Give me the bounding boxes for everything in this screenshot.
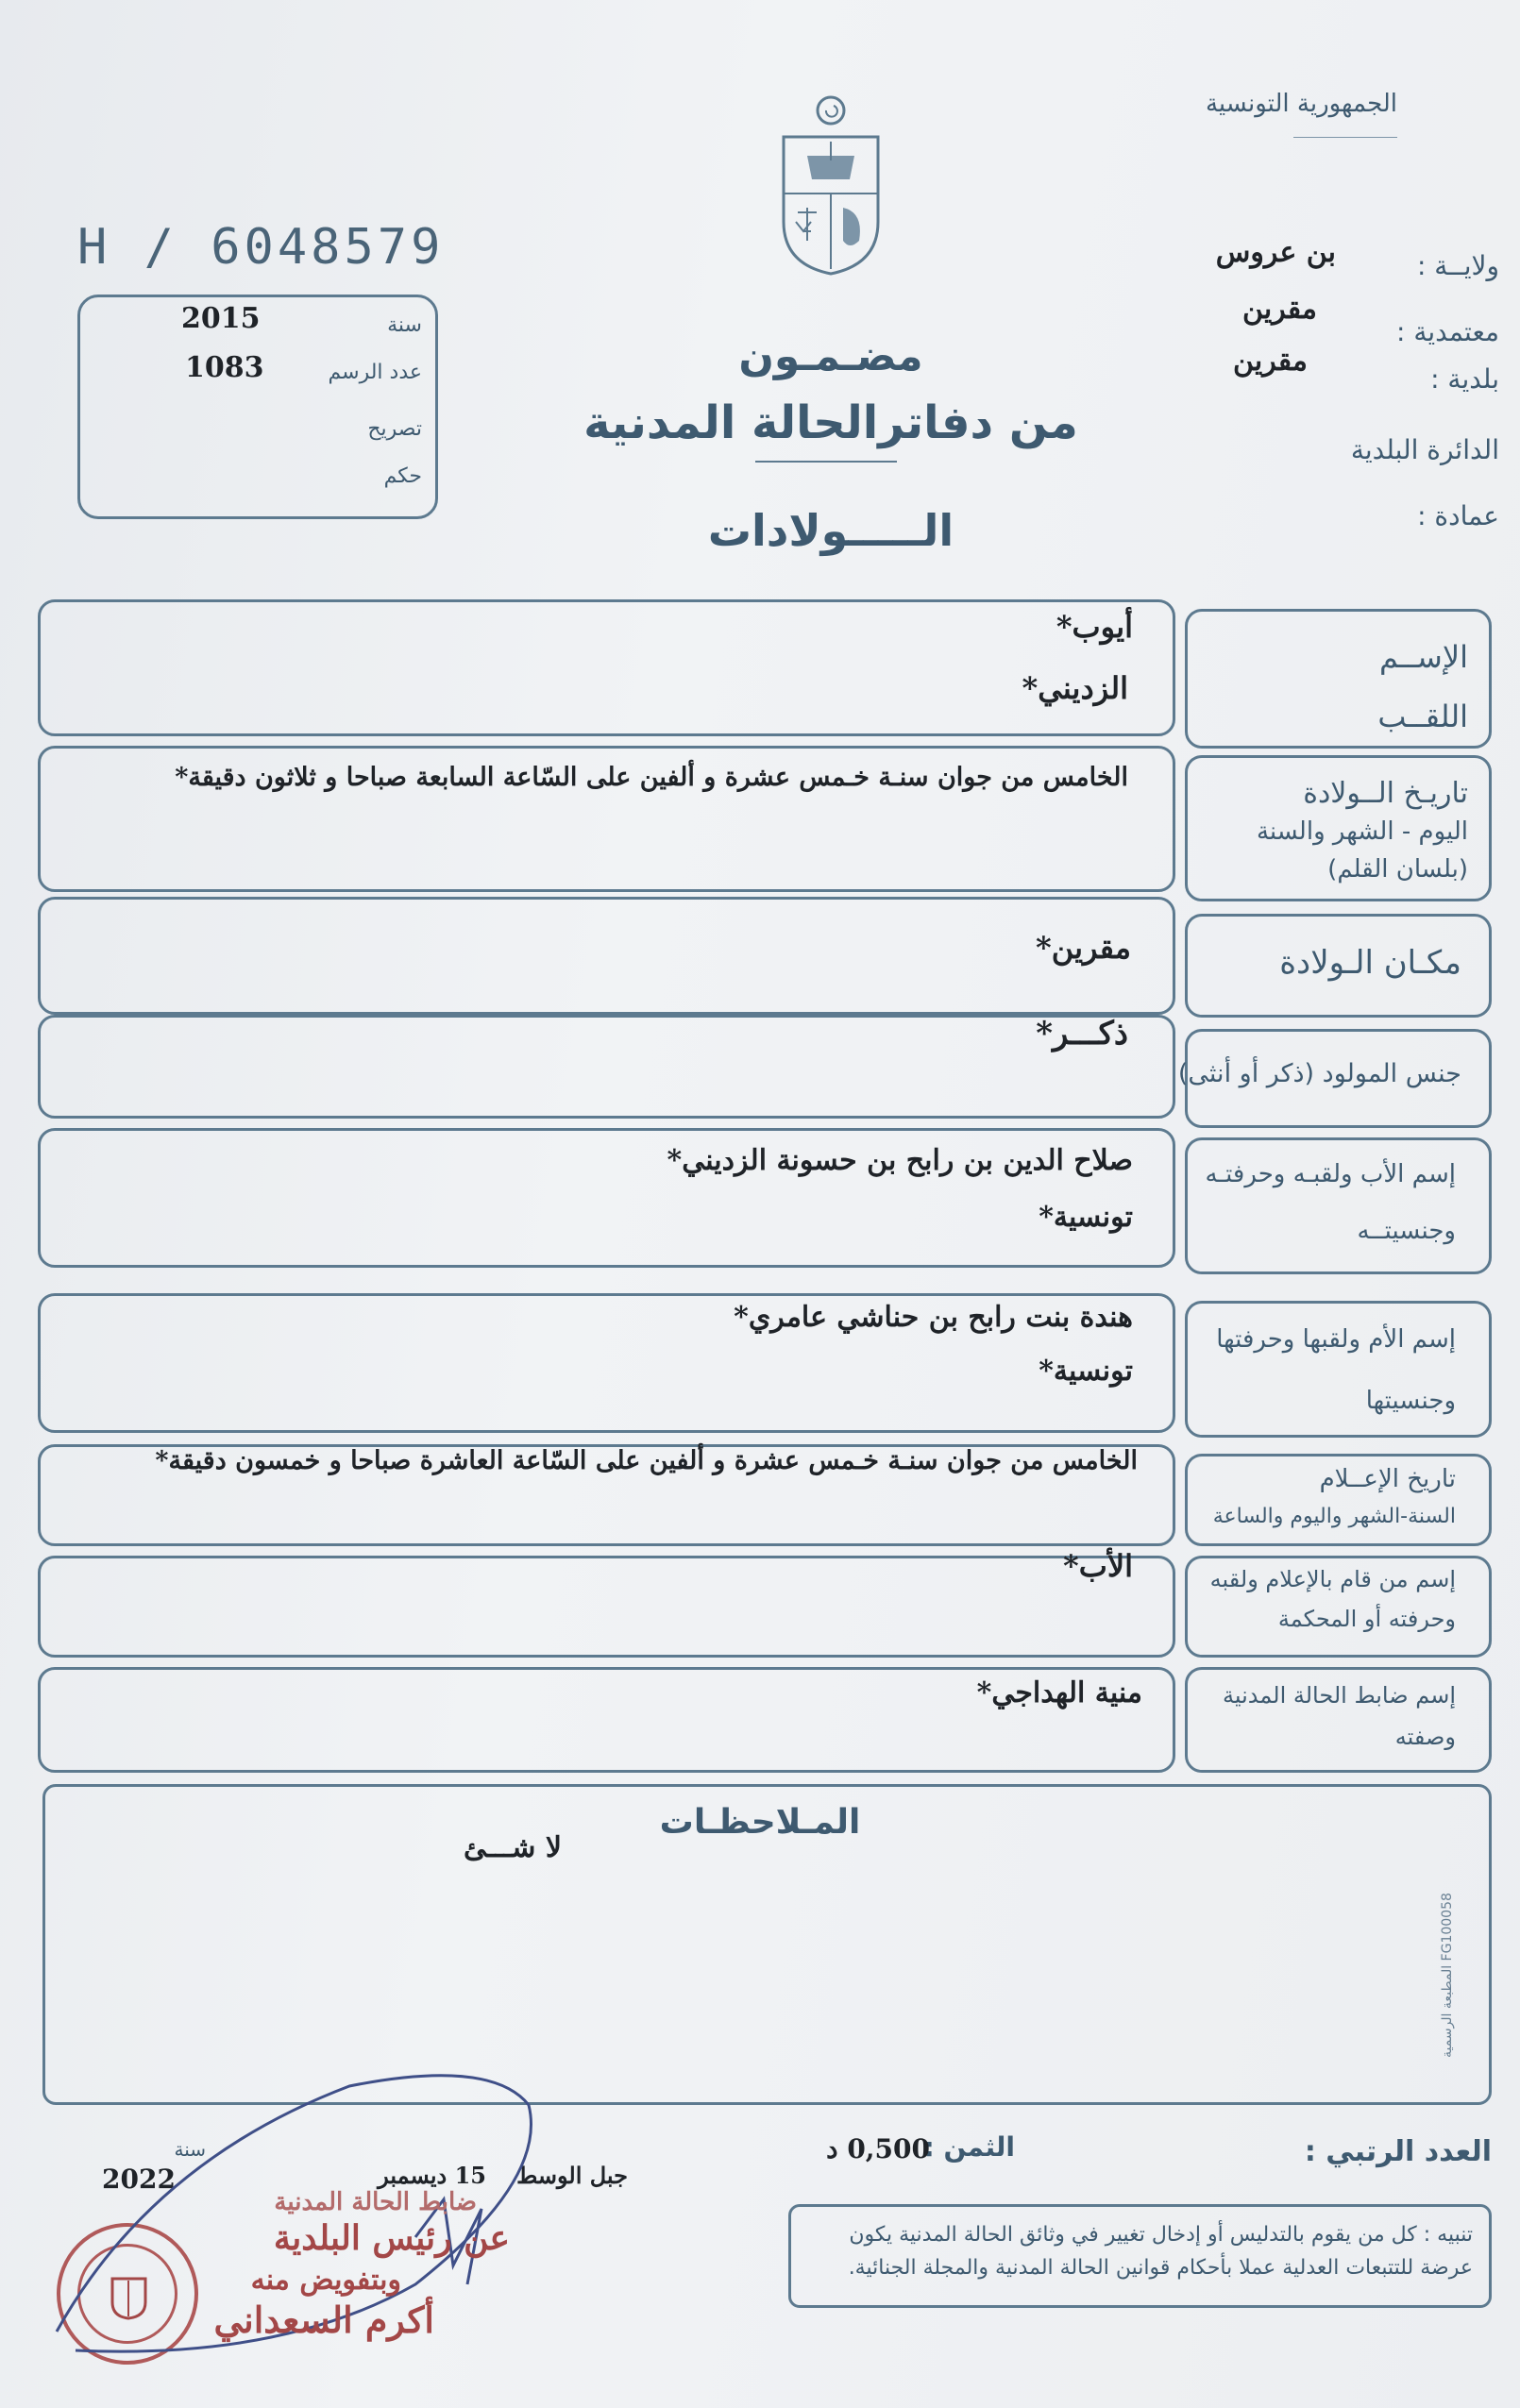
title-civil-registers: من دفاترالحالة المدنية bbox=[583, 396, 1078, 449]
divider bbox=[1293, 137, 1397, 138]
issue-place: جبل الوسط bbox=[516, 2162, 628, 2189]
mother-nationality-value: تونسية* bbox=[1039, 1355, 1133, 1388]
birth-place-label: مكـان الـولادة bbox=[1279, 944, 1461, 982]
sex-value-box bbox=[38, 1015, 1175, 1119]
remarks-value: لا شـــئ bbox=[463, 1831, 562, 1864]
issue-year-label: سنة bbox=[174, 2138, 206, 2161]
printer-mark: المطبعة الرسمية FG100058 bbox=[1440, 1893, 1455, 2058]
declaration-date-label: تاريخ الإعــلام bbox=[1319, 1465, 1456, 1493]
father-label: إسم الأب ولقبـه وحرفتـه bbox=[1205, 1160, 1456, 1188]
year-label: سنة bbox=[387, 313, 422, 337]
birth-place-value: مقرين* bbox=[1036, 930, 1131, 966]
officer-role-label: وصفته bbox=[1394, 1724, 1456, 1750]
title-underline bbox=[755, 461, 897, 463]
surname-value: الزديني* bbox=[1022, 670, 1128, 706]
title-extract: مضـمـون bbox=[738, 332, 923, 380]
record-number-label: عدد الرسم bbox=[328, 361, 422, 384]
father-nationality-value: تونسية* bbox=[1039, 1201, 1133, 1234]
mother-name-value: هندة بنت رابح بن حناشي عامري* bbox=[734, 1301, 1133, 1334]
warning-text: تنبيه : كل من يقوم بالتدليس أو إدخال تغيير في وثائق الحالة المدنية يكون عرضة للتتبعات العدلية عملا بأحكام قوانين الحالة المدنية والمجلة الجنائية. bbox=[848, 2223, 1473, 2281]
surname-label: اللقــب bbox=[1377, 699, 1468, 734]
officer-label: إسم ضابط الحالة المدنية bbox=[1223, 1682, 1456, 1709]
sex-value: ذكـــر* bbox=[1036, 1015, 1128, 1052]
officer-value: منية الهداجي* bbox=[976, 1676, 1142, 1709]
judgment-label: حكم bbox=[383, 464, 422, 488]
issue-year-value: 2022 bbox=[102, 2164, 176, 2195]
declarant-occupation-label: وحرفته أو المحكمة bbox=[1277, 1606, 1456, 1632]
municipality-label: بلدية : bbox=[1430, 363, 1499, 395]
municipality-value: مقرين bbox=[1233, 345, 1308, 378]
birth-date-value: الخامس من جوان سنـة خـمس عشرة و ألفين على السّاعة السابعة صباحا و ثلاثون دقيقة* bbox=[175, 763, 1128, 792]
issue-day-month: 15 ديسمبر bbox=[378, 2162, 486, 2189]
price-value: 0,500 د bbox=[826, 2133, 930, 2164]
declarant-value-box bbox=[38, 1556, 1175, 1658]
price-label: الثمن : bbox=[923, 2131, 1015, 2163]
declarant-value: الأب* bbox=[1063, 1548, 1133, 1584]
signature-delegation-line: وبتفويض منه bbox=[250, 2264, 401, 2297]
birth-date-format-label: اليوم - الشهر والسنة bbox=[1256, 817, 1468, 846]
birth-place-value-box bbox=[38, 897, 1175, 1015]
state-label: ولايــة : bbox=[1416, 250, 1499, 281]
sex-label: جنس المولود (ذكر أو أنثى) bbox=[1177, 1059, 1461, 1088]
signature-mayor-line: عن رئيس البلدية bbox=[273, 2218, 510, 2258]
omada-label: عمادة : bbox=[1417, 500, 1499, 531]
delegation-label: معتمدية : bbox=[1396, 316, 1499, 347]
republic-label: الجمهورية التونسية bbox=[1205, 90, 1397, 118]
declarant-label: إسم من قام بالإعلام ولقبه bbox=[1209, 1566, 1456, 1592]
record-number-value: 1083 bbox=[185, 351, 264, 384]
mother-nationality-label: وجنسيتها bbox=[1365, 1387, 1456, 1415]
first-name-label: الإســم bbox=[1379, 639, 1468, 675]
first-name-value: أيوب* bbox=[1056, 609, 1133, 645]
signature-officer-title: ضابط الحالة المدنية bbox=[274, 2188, 477, 2216]
birth-date-in-words-label: (بلسان القلم) bbox=[1327, 855, 1468, 884]
father-name-value: صلاح الدين بن رابح بن حسونة الزديني* bbox=[667, 1144, 1133, 1177]
signature-name: أكرم السعداني bbox=[213, 2299, 434, 2341]
document-serial-number: H / 6048579 bbox=[77, 219, 445, 276]
state-value: بن عروس bbox=[1215, 236, 1336, 269]
title-births: الـــــولادات bbox=[707, 505, 954, 556]
declaration-date-format-label: السنة-الشهر واليوم والساعة bbox=[1212, 1505, 1456, 1528]
remarks-title: المـلاحظـات bbox=[659, 1803, 861, 1842]
year-value: 2015 bbox=[181, 302, 261, 335]
father-nationality-label: وجنسيتــه bbox=[1357, 1217, 1456, 1245]
declaration-label: تصريح bbox=[367, 417, 422, 441]
delegation-value: مقرين bbox=[1242, 293, 1317, 326]
municipal-district-label: الدائرة البلدية bbox=[1350, 434, 1499, 465]
declaration-date-value: الخامس من جوان سنـة خـمس عشرة و ألفين على السّاعة العاشرة صباحا و خمسون دقيقة* bbox=[155, 1446, 1138, 1475]
name-value-box bbox=[38, 599, 1175, 736]
mother-label: إسم الأم ولقبها وحرفتها bbox=[1216, 1325, 1456, 1354]
birth-date-label: تاريـخ الــولادة bbox=[1303, 777, 1468, 810]
serial-number-label: العدد الرتبي : bbox=[1304, 2135, 1492, 2168]
coat-of-arms-icon bbox=[769, 90, 892, 278]
